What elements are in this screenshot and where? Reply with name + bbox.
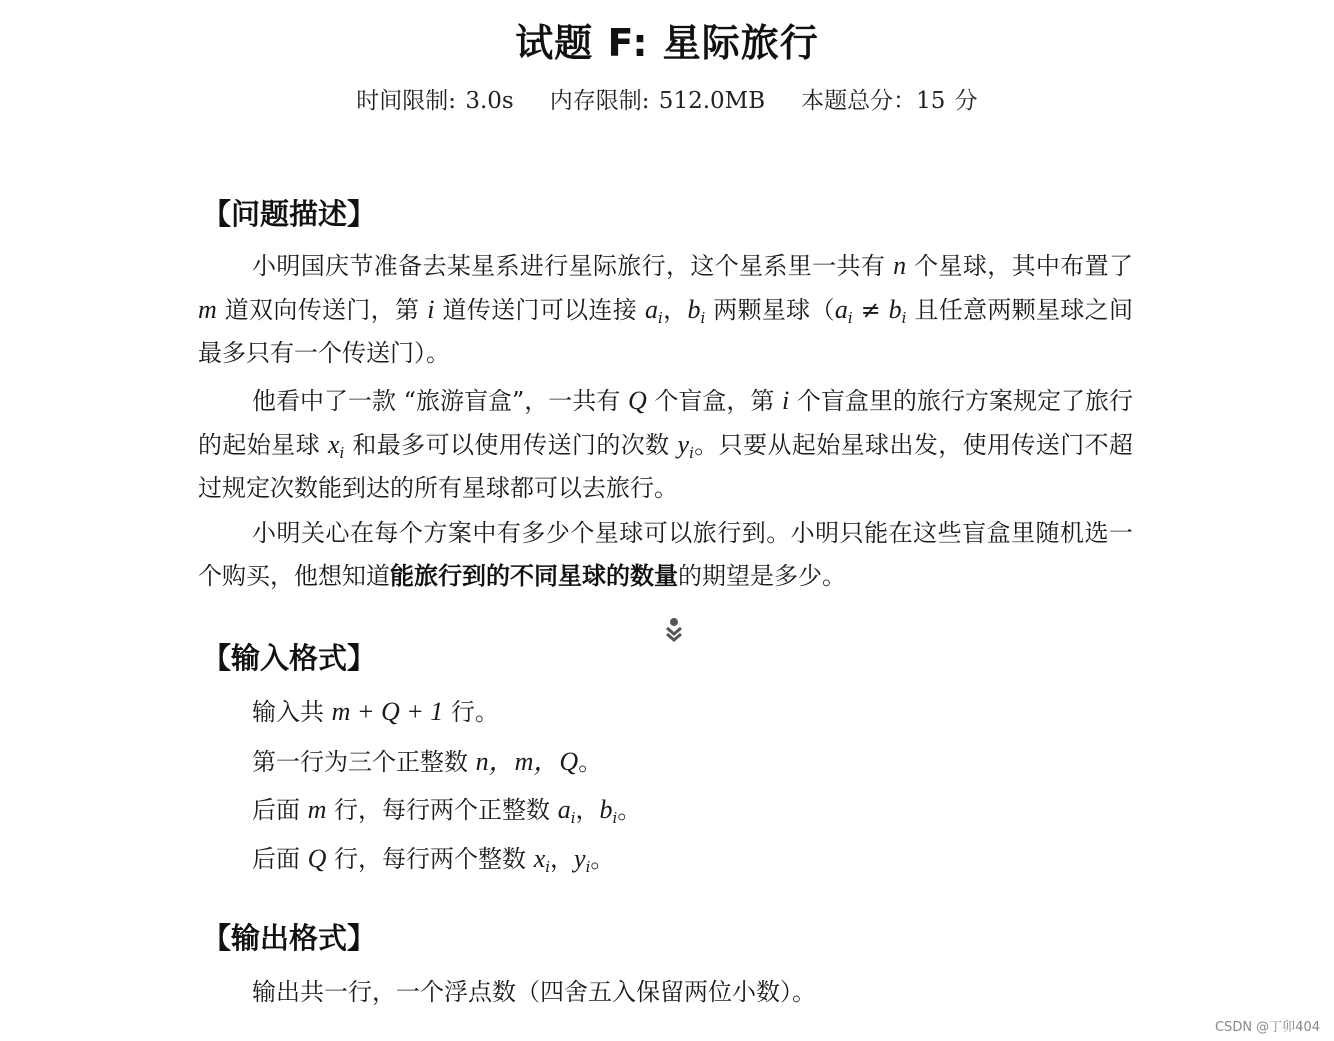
watermark: CSDN @丁卯404 — [1214, 1020, 1320, 1035]
section-heading-description: 【问题描述】 — [202, 197, 377, 231]
problem-limits — [0, 82, 1334, 115]
total-score: 本题总分：15 分 — [801, 88, 978, 114]
section-heading-input: 【输入格式】 — [202, 641, 377, 675]
output-line-1: 输出共一行，一个浮点数（四舍五入保留两位小数）。 — [252, 978, 816, 1006]
description-paragraph-2: 他看中了一款 “旅游盲盒”，一共有 Q 个盲盒，第 i 个盲盒里的旅行方案规定了旅行的起始星球 $x_i$ 和最多可以使用传送门的次数 $y_i$。只要从起始星球出发，使用传送门不超过规定次数能到达的所有星球都可以去旅行。 — [198, 386, 1133, 502]
description-paragraph-3: 小明关心在每个方案中有多少个星球可以旅行到。小明只能在这些盲盒里随机选一个购买，他想知道能旅行到的不同星球的数量的期望是多少。 — [198, 519, 1133, 590]
problem-title: 试题 F: 星际旅行 — [515, 21, 819, 65]
input-line-2: 第一行为三个正整数 n，m，Q。 — [252, 747, 603, 776]
scroll-down-icon[interactable] — [663, 617, 685, 643]
input-line-3: 后面 m 行，每行两个正整数 $a_i$，$b_i$。 — [252, 795, 642, 827]
memory-limit: 内存限制: 512.0MB — [549, 88, 766, 114]
description-paragraph-1: 小明国庆节准备去某星系进行星际旅行，这个星系里一共有 n 个星球，其中布置了 m 道双向传送门，第 i 道传送门可以连接 $a_i$，$b_i$ 两颗星球（$a_i \ne b_i$ 且任意两颗星球之间最多只有一个传送门）。 — [198, 251, 1133, 367]
time-limit: 时间限制: 3.0s — [356, 88, 514, 114]
input-line-1: 输入共 m + Q + 1 行。 — [252, 697, 499, 726]
highlight-text: 能旅行到的不同星球的数量 — [390, 562, 678, 590]
section-heading-output: 【输出格式】 — [202, 921, 377, 955]
input-line-4: 后面 Q 行，每行两个整数 $x_i$，$y_i$。 — [252, 844, 615, 876]
